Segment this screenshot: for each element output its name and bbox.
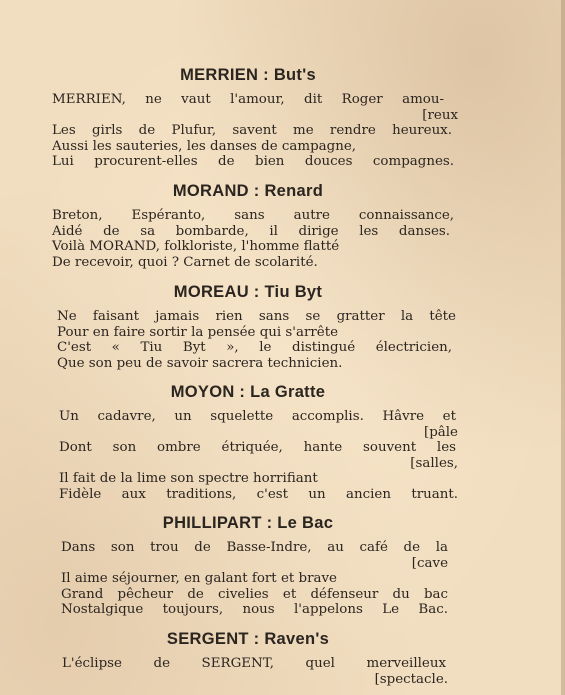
stanza-heading: MORAND : Renard	[172, 182, 324, 200]
verse-line: Nostalgique toujours, nous l'appelons Le Bac.	[61, 602, 448, 618]
verse-line: Il aime séjourner, en galant fort et brave	[61, 571, 337, 587]
verse-line: L'éclipse de SERGENT, quel merveilleux	[62, 656, 446, 671]
verse-line-continuation: [pâle	[424, 424, 458, 440]
verse-line-continuation: [cave	[411, 555, 448, 571]
verse-line: Les girls de Plufur, savent me rendre heureux.	[52, 123, 452, 139]
verse-line: Que son peu de savoir sacrera technicien.	[57, 355, 343, 371]
verse-line: C'est « Tiu Byt », le distingué électricien,	[57, 340, 452, 356]
verse-line: Voilà MORAND, folkloriste, l'homme flatté	[52, 239, 340, 255]
verse-line: Fidèle aux traditions, c'est un ancien truant.	[59, 486, 458, 502]
verse-line-continuation: [spectacle.	[374, 671, 448, 687]
verse-line: Ne faisant jamais rien sans se gratter la tête	[57, 309, 456, 324]
verse-line: MERRIEN, ne vaut l'amour, dit Roger amou-	[52, 92, 444, 107]
verse-line: Aussi les sauteries, les danses de campagne,	[52, 138, 356, 154]
verse-line: Aidé de sa bombarde, il dirige les danses.	[52, 223, 450, 239]
verse-line: Il fait de la lime son spectre horrifiant	[59, 471, 318, 487]
stanza-moyon	[52, 381, 458, 503]
stanza-heading: MOREAU : Tiu Byt	[173, 283, 323, 301]
stanza-heading: PHILLIPART : Le Bac	[162, 514, 334, 532]
stanza-heading: MOYON : La Gratte	[170, 383, 326, 401]
verse-line-continuation: [reux	[422, 107, 458, 123]
stanza-heading: MERRIEN : But's	[180, 66, 316, 84]
verse-line: Pour en faire sortir la pensée qui s'arrête	[57, 324, 339, 340]
verse-line: Lui procurent-elles de bien douces compagnes.	[52, 154, 454, 170]
stanza-sergent	[52, 628, 448, 687]
paper-fold-edge	[561, 0, 565, 695]
verse-line: Un cadavre, un squelette accomplis. Hâvre et	[59, 409, 456, 424]
stanza-heading: SERGENT : Raven's	[166, 630, 330, 648]
verse-line: De recevoir, quoi ? Carnet de scolarité.	[52, 254, 318, 270]
stanza-phillipart	[52, 512, 448, 618]
stanza-moreau	[52, 281, 456, 371]
verse-line: Grand pêcheur de civelies et défenseur du bac	[61, 586, 448, 602]
verse-line: Dans son trou de Basse-Indre, au café de la	[61, 540, 448, 555]
verse-line-continuation: [salles,	[410, 455, 458, 471]
verse-line: Dont son ombre étriquée, hante souvent les	[59, 440, 456, 456]
verse-line: Breton, Espéranto, sans autre connaissance,	[52, 208, 454, 223]
stanza-morand	[52, 180, 454, 270]
stanza-merrien	[52, 64, 458, 170]
